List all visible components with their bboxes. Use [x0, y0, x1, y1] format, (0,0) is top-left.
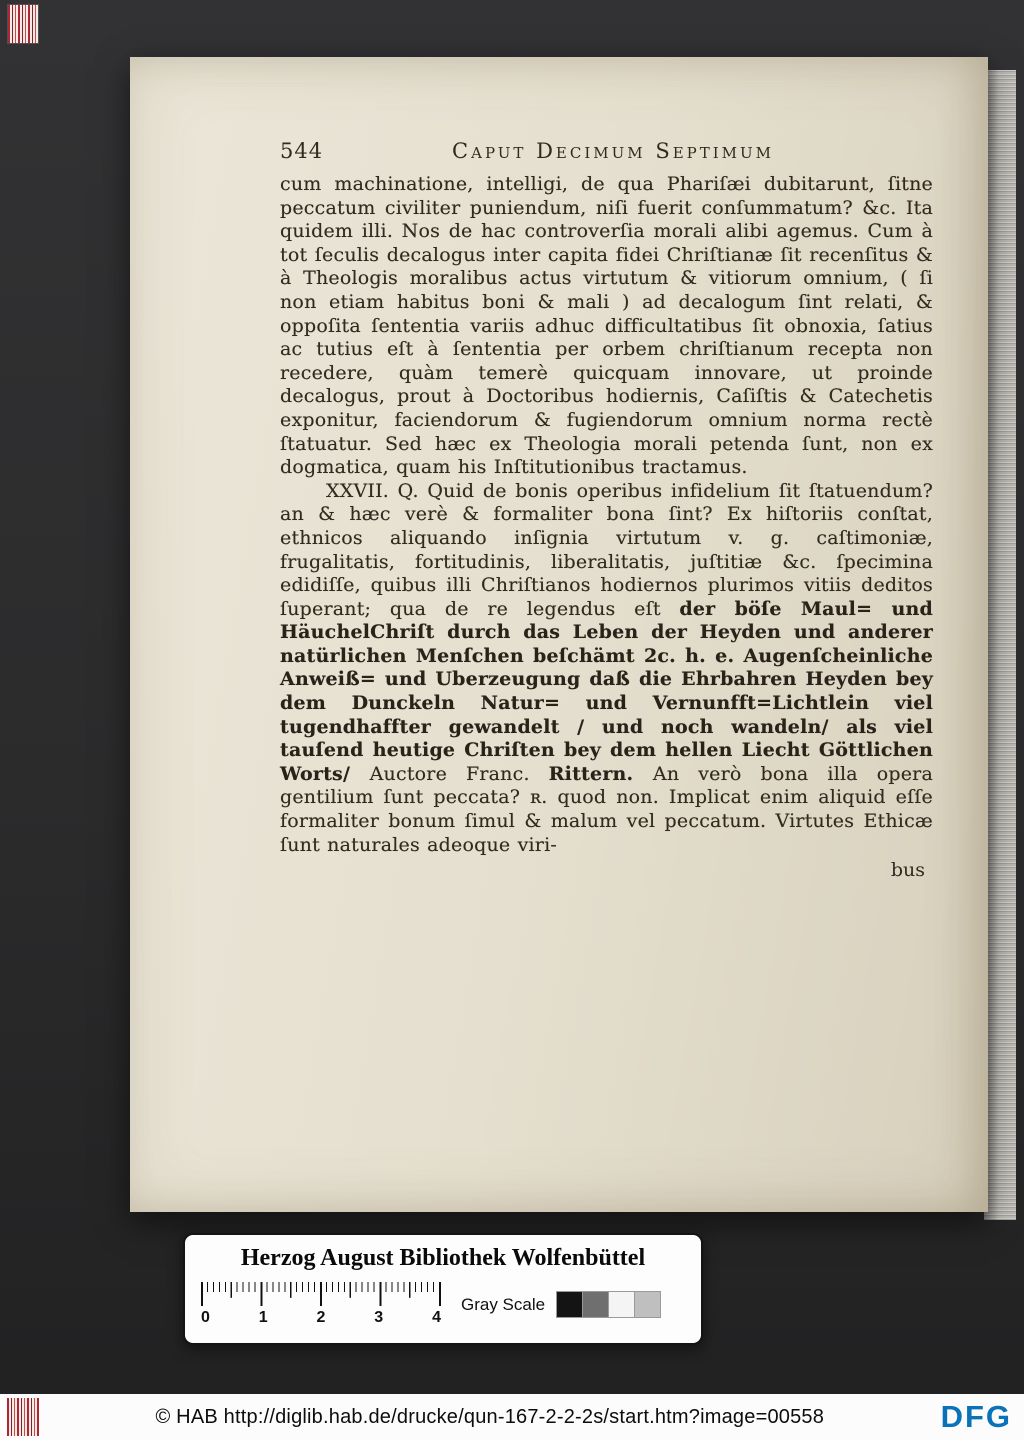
ruler-number-1: 1	[258, 1309, 268, 1326]
paragraph-2-latin-3: An verò bona illa opera gentilium ſunt peccata? ʀ. quod non. Implicat enim aliquid eſſe formaliter bonum ſimul & malum vel peccatum. Virtutes Ethicæ ſunt naturales adeoque viri-	[280, 762, 933, 856]
footer-url: http://diglib.hab.de/drucke/qun-167-2-2-2s/start.htm?image=00558	[223, 1405, 825, 1428]
book-fore-edge	[984, 70, 1016, 1220]
page-header	[280, 139, 933, 163]
paragraph-2	[280, 480, 933, 858]
ruler-number-4: 4	[432, 1309, 441, 1326]
catchword: bus	[890, 859, 925, 882]
paragraph-2-german-2: Rittern.	[548, 762, 653, 785]
calibration-row	[201, 1282, 685, 1327]
running-head: Caput Decimum Septimum	[452, 139, 775, 163]
paragraph-2-latin-1: XXVII. Q. Quid de bonis operibus infidelium ſit ſtatuendum? an & hæc verè & formaliter bona ſint? Ex hiſtoriis conſtat, ethnicos aliquando inſignia virtutum v. g. caſtimoniæ, frugalitatis, fortitudinis, liberalitatis, juſtitiæ &c. ſpecimina edidiſſe, quibus illi Chriſtianos hodiernos plurimos vitiis deditos ſuperant; qua de re legendus eſt	[280, 479, 933, 620]
ruler-number-3: 3	[374, 1309, 384, 1326]
color-calibration-barcode-bottom	[7, 1398, 39, 1436]
dfg-logo: DFG	[940, 1399, 1012, 1434]
ruler-ticks	[201, 1282, 441, 1306]
paragraph-2-german-1: der böſe Maul= und HäuchelChriſt durch das Leben der Heyden und anderer natürlichen Menſchen beſchämt 2c. h. e. Augenſcheinliche Anweiß= und Uberzeugung daß die Ehrbahren Heyden bey dem Dunckeln Natur= und Vernunfft=Lichtlein viel tugendhaffter gewandelt / und noch wandeln/ als viel tauſend heutige Chriſten bey dem hellen Liecht Göttlichen Worts/	[280, 597, 933, 785]
page-number: 544	[280, 139, 324, 163]
color-calibration-barcode-top	[8, 5, 38, 43]
gray-patch-4	[634, 1291, 661, 1318]
paragraph-1-text: cum machinatione, intelligi, de qua Phariſæi dubitarunt, ſitne peccatum civiliter puniendum, niſi fuerit conſummatum? &c. Ita quidem illi. Nos de hac controverſia morali alibi agemus. Cum à tot ſeculis decalogus inter capita fidei Chriſtianæ ſit recenſitus & à Theologis moralibus actus virtutum & vitiorum omnium, ( ſi non etiam habitus boni & mali ) ad decalogum ſint relati, & oppoſita ſententia variis adhuc difficultatibus ſit obnoxia, ſatius ac tutius eſt à ſententia per orbem chriſtianum recepta non recedere, quàm temerè quicquam innovare, ut proinde decalogus, prout à Doctoribus hodiernis, Caſiſtis & Catechetis exponitur, faciendorum & fugiendorum omnium norma rectè ſtatuatur. Sed hæc ex Theologia morali petenda ſunt, non ex dogmatica, quam his Inſtitutionibus tractamus.	[280, 173, 933, 479]
library-label-card	[183, 1233, 703, 1345]
ruler-numbers	[201, 1309, 441, 1327]
ruler-number-0: 0	[201, 1309, 210, 1326]
cm-ruler	[201, 1282, 441, 1327]
scanned-book-page	[130, 57, 988, 1212]
gray-patch-2	[582, 1291, 609, 1318]
gray-scale-label: Gray Scale	[461, 1294, 546, 1314]
paragraph-2-latin-2: Auctore Franc.	[369, 762, 549, 785]
gray-patch-1	[556, 1291, 583, 1318]
paragraph-1	[280, 173, 933, 480]
library-name: Herzog August Bibliothek Wolfenbüttel	[240, 1245, 646, 1271]
gray-patch-3	[608, 1291, 635, 1318]
copyright-hab: © HAB	[155, 1405, 218, 1428]
copyright-line	[39, 1406, 941, 1429]
gray-scale-patches	[557, 1291, 661, 1318]
footer-bar	[0, 1394, 1024, 1440]
ruler-number-2: 2	[316, 1309, 326, 1326]
